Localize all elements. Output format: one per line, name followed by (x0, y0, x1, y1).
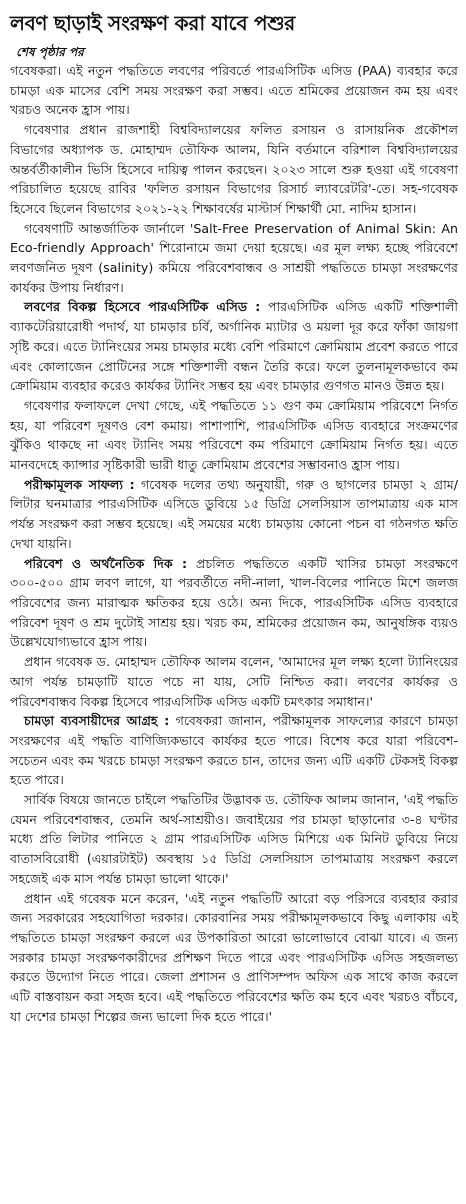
subheading: চামড়া ব্যবসায়ীদের আগ্রহ : (24, 713, 170, 729)
paragraph-text: প্রচলিত পদ্ধতিতে একটি খাসির চামড়া সংরক্ষণে ৩০০-৫০০ গ্রাম লবণ লাগে, যা পরবর্তীতে নদী-নালা, খাল-বিলের পানিতে মিশে জলজ পরিবেশের জন্য মারাত্মক ক্ষতিকর হয়ে ওঠে। অন্য দিকে, পারএসিটিক এসিড ব্যবহারে পরিবেশ দূষণ ও শ্রম দুটোই সাশ্রয় হয়। খরচ কম, শ্রমিকের প্রয়োজন কম, আনুষঙ্গিক ব্যয়ও উল্লেখযোগ্যভাবে হ্রাস পায়। (10, 555, 458, 650)
paragraph (10, 711, 458, 790)
paragraph (10, 790, 458, 889)
paragraph-text: পারএসিটিক এসিড একটি শক্তিশালী ব্যাকটেরিয়ারোধী পদার্থ, যা চামড়ার চর্বি, অর্গানিক ম্যাটার ও ময়লা দূর করে ফাঁকা জায়গা সৃষ্টি করে। এতে ট্যানিংয়ের সময় চামড়ার মধ্যে বেশি পরিমাণে ক্রোমিয়াম প্রবেশ করতে পারে এবং কোলাজেন প্রোটিনের সঙ্গে শক্তিশালী বন্ধন তৈরি করে। ফলে তুলনামূলকভাবে কম ক্রোমিয়াম ব্যবহার করেও কার্যকর ট্যানিং সম্ভব হয় এবং চামড়ার গুণগত মানও উন্নত হয়। (10, 299, 458, 394)
paragraph-text: প্রধান গবেষক ড. মোহাম্মদ তৌফিক আলম বলেন, 'আমাদের মূল লক্ষ্য হলো ট্যানিংয়ের আগ পর্যন্ত চামড়াটি যাতে পচে না যায়, সেটি নিশ্চিত করা। লবণের কার্যকর ও পরিবেশবান্ধব বিকল্প হিসেবে পারএসিটিক এসিড একটি চমৎকার সমাধান।' (10, 654, 458, 709)
subheading: লবণের বিকল্প হিসেবে পারএসিটিক এসিড : (24, 299, 261, 315)
paragraph-text: সার্বিক বিষয়ে জানতে চাইলে পদ্ধতিটির উদ্ভাবক ড. তৌফিক আলম জানান, 'এই পদ্ধতি যেমন পরিবেশবান্ধব, তেমনি অর্থ-সাশ্রয়ীও। জবাইয়ের পর চামড়া ছাড়ানোর ৩-৪ ঘণ্টার মধ্যে প্রতি লিটার পানিতে ২ গ্রাম পারএসিটিক এসিড মিশিয়ে এক মিনিট ডুবিয়ে নিয়ে বাতাসবিরোধী (এয়ারটাইট) অবস্থায় ১৫ ডিগ্রি সেলসিয়াস তাপমাত্রায় সংরক্ষণ করলে সহজেই এক মাস পর্যন্ত চামড়া ভালো থাকে।' (10, 792, 458, 886)
paragraph-text: গবেষক দলের তথ্য অনুযায়ী, গরু ও ছাগলের চামড়া ২ গ্রাম/লিটার ঘনমাত্রার পারএসিটিক এসিডে ডুবিয়ে ১৫ ডিগ্রি সেলসিয়াস তাপমাত্রায় এক মাস পর্যন্ত সংরক্ষণ করা সম্ভব হয়েছে। এই সময়ের মধ্যে চামড়ায় কোনো পচন বা গঠনগত ক্ষতি দেখা যায়নি। (10, 476, 458, 551)
paragraph (10, 219, 458, 298)
paragraph (10, 554, 458, 653)
paragraph-text: গবেষকরা। এই নতুন পদ্ধতিতে লবণের পরিবর্তে পারএসিটিক এসিড (PAA) ব্যবহার করে চামড়া এক মাসের বেশি সময় সংরক্ষণ করা সম্ভব। এতে শ্রমিকের প্রয়োজন কম হয় এবং খরচও অনেক হ্রাস পায়। (10, 63, 458, 118)
paragraph (10, 652, 458, 711)
paragraph (10, 120, 458, 219)
article-body (10, 61, 458, 1026)
paragraph (10, 396, 458, 475)
continued-from-label: শেষ পৃষ্ঠার পর (16, 45, 84, 59)
paragraph-text: গবেষণার ফলাফলে দেখা গেছে, এই পদ্ধতিতে ১১ গুণ কম ক্রোমিয়াম পরিবেশে নির্গত হয়, যা পরিবেশ দূষণও বেশ কমায়। পাশাপাশি, পারএসিটিক এসিড ব্যবহারে সংক্রমণের ঝুঁকিও থাকছে না এবং ট্যানিং সময় পরিবেশে কম পরিমাণে ক্রোমিয়াম নির্গত হয়। এতে মানবদেহে ক্যান্সার সৃষ্টিকারী ভারী ধাতু ক্রোমিয়াম প্রবেশের সম্ভাবনাও হ্রাস পায়। (10, 397, 458, 473)
paragraph-text: গবেষণার প্রধান রাজশাহী বিশ্ববিদ্যালয়ের ফলিত রসায়ন ও রাসায়নিক প্রকৌশল বিভাগের অধ্যাপক ড. মোহাম্মদ তৌফিক আলম, যিনি বর্তমানে বরিশাল বিশ্ববিদ্যালয়ের অন্তর্বর্তীকালীন ভিসি হিসেবে দায়িত্ব পালন করছেন। ২০২৩ সালে শুরু হওয়া এই গবেষণা পরিচালিত হয়েছে রাবির 'ফলিত রসায়ন বিভাগের রিসার্চ ল্যাবরেটরি'-তে। সহ-গবেষক হিসেবে ছিলেন বিভাগের ২০২১-২২ শিক্ষাবর্ষের মাস্টার্স শিক্ষার্থী মো. নাদিম হাসান। (10, 122, 458, 216)
headline: লবণ ছাড়াই সংরক্ষণ করা যাবে পশুর (10, 11, 295, 35)
paragraph-text: প্রধান এই গবেষক মনে করেন, 'এই নতুন পদ্ধতিটি আরো বড় পরিসরে ব্যবহার করার জন্য সরকারের সহযোগিতা দরকার। কোরবানির সময় পরীক্ষামূলকভাবে কিছু এলাকায় এই পদ্ধতিতে চামড়া সংরক্ষণ করলে এর উপকারিতা আরো ভালোভাবে বোঝা যাবে। এ জন্য সরকার চামড়া সংরক্ষণকারীদের প্রশিক্ষণ দিতে পারে এবং পারএসিটিক এসিড সহজলভ্য করতে উদ্যোগ নিতে পারে। জেলা প্রশাসন ও প্রাণিসম্পদ অফিস এক সাথে কাজ করলে এটি বাস্তবায়ন করা সহজ হবে। এই পদ্ধতিতে পরিবেশের ক্ষতি কম হবে এবং খরচও বাঁচবে, যা দেশের চামড়া শিল্পের জন্য ভালো দিক হতে পারে।' (10, 890, 458, 1024)
paragraph (10, 475, 458, 554)
subheading: পরীক্ষামূলক সাফল্য : (24, 476, 135, 492)
paragraph-text: গবেষণাটি আন্তর্জাতিক জার্নালে 'Salt-Free Preservation of Animal Skin: An Eco-friendly Approach' শিরোনামে জমা দেয়া হয়েছে। এর মূল লক্ষ্য হচ্ছে পরিবেশে লবণজনিত দূষণ (salinity) কমিয়ে পরিবেশবান্ধব ও সাশ্রয়ী পদ্ধতিতে চামড়া সংরক্ষণের কার্যকর উপায় নির্ধারণ। (10, 220, 458, 295)
paragraph (10, 889, 458, 1027)
subheading: পরিবেশ ও অর্থনৈতিক দিক : (24, 555, 188, 571)
paragraph-text: গবেষকরা জানান, পরীক্ষামূলক সাফল্যের কারণে চামড়া সংরক্ষণের এই পদ্ধতি বাণিজ্যিকভাবে কার্যকর হতে পারে। বিশেষ করে যারা পরিবেশ-সচেতন এবং কম খরচে চামড়া সংরক্ষণ করতে চান, তাদের জন্য এটি একটি টেকসই বিকল্প হতে পারে। (10, 713, 458, 788)
paragraph (10, 297, 458, 396)
paragraph (10, 61, 458, 120)
